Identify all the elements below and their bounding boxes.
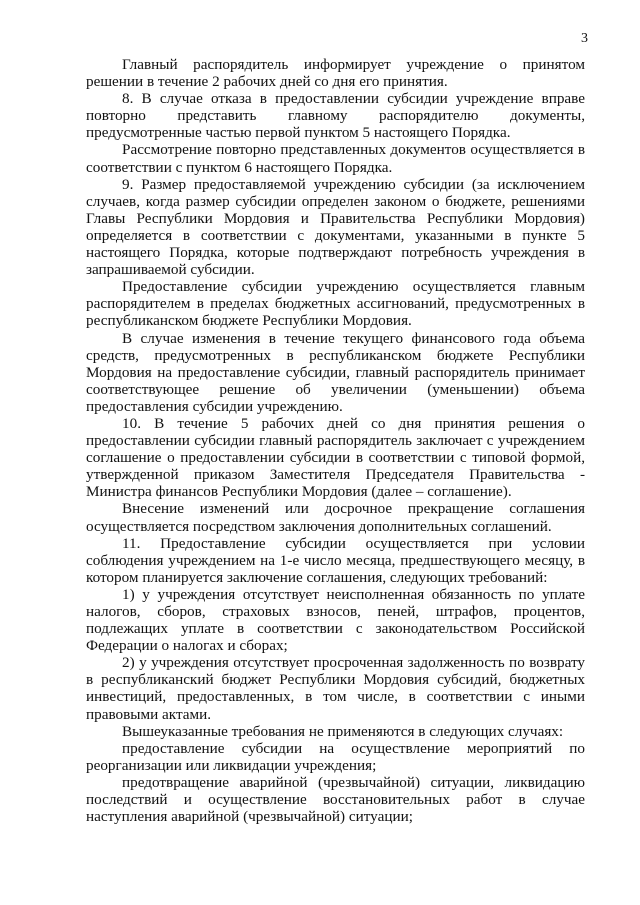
paragraph-exceptions-intro: Вышеуказанные требования не применяются в следующих случаях: [122, 722, 564, 740]
paragraph-exception-emergency: предотвращение аварийной (чрезвычайной) ситуации, ликвидацию последствий и осуществление восстановительных работ в случае наступления аварийной (чрезвычайной) ситуации; [86, 773, 585, 826]
paragraph-item-11: 11. Предоставление субсидии осуществляется при условии соблюдения учреждением на 1-е число месяца, предшествующего месяцу, в котором планируется заключение соглашения, следующих требований: [86, 534, 585, 586]
paragraph-requirement-2: 2) у учреждения отсутствует просроченная задолженность по возврату в республиканский бюджет Республики Мордовия субсидий, бюджетных инвестиций, предоставленных, в том числе, в соответствии с иными правовыми актами. [86, 654, 585, 723]
paragraph-resubmission-review: Рассмотрение повторно представленных документов осуществляется в соответствии с пунктом 6 настоящего Порядка. [86, 141, 585, 176]
paragraph-agreement-amendments: Внесение изменений или досрочное прекращение соглашения осуществляется посредством заключения дополнительных соглашений. [86, 500, 585, 535]
paragraph-item-9: 9. Размер предоставляемой учреждению субсидии (за исключением случаев, когда размер субсидии определен законом о бюджете, решениями Главы Республики Мордовия и Правительства Республики Мордовия) определяется в соответствии с документами, указанными в пункте 5 настоящего Порядка, которые подтверждают потребность учреждения в запрашиваемой субсидии. [86, 175, 585, 279]
paragraph-budget-change: В случае изменения в течение текущего финансового года объема средств, предусмотренных в республиканском бюджете Республики Мордовия на предоставление субсидии, главный распорядитель принимает соответствующее решение об увеличении (уменьшении) объема предоставления субсидии учреждению. [86, 329, 585, 415]
paragraph-item-8: 8. В случае отказа в предоставлении субсидии учреждение вправе повторно представить главному распорядителю документы, предусмотренные частью первой пунктом 5 настоящего Порядка. [86, 90, 585, 142]
paragraph-notification: Главный распорядитель информирует учреждение о принятом решении в течение 2 рабочих дней со дня его принятия. [86, 56, 585, 91]
document-body [86, 56, 585, 825]
paragraph-requirement-1: 1) у учреждения отсутствует неисполненная обязанность по уплате налогов, сборов, страховых взносов, пеней, штрафов, процентов, подлежащих уплате в соответствии с законодательством Российской Федерации о налогах и сборах; [86, 585, 585, 655]
paragraph-item-10: 10. В течение 5 рабочих дней со дня принятия решения о предоставлении субсидии главный распорядитель заключает с учреждением соглашение о предоставлении субсидии в соответствии с типовой формой, утвержденной приказом Заместителя Председателя Правительства - Министра финансов Республики Мордовия (далее – соглашение). [86, 414, 585, 501]
page-number: 3 [581, 31, 588, 46]
paragraph-exception-reorganization: предоставление субсидии на осуществление мероприятий по реорганизации или ликвидации учреждения; [86, 739, 585, 774]
paragraph-subsidy-provision-limits: Предоставление субсидии учреждению осуществляется главным распорядителем в пределах бюджетных ассигнований, предусмотренных в республиканском бюджете Республики Мордовия. [86, 278, 585, 330]
